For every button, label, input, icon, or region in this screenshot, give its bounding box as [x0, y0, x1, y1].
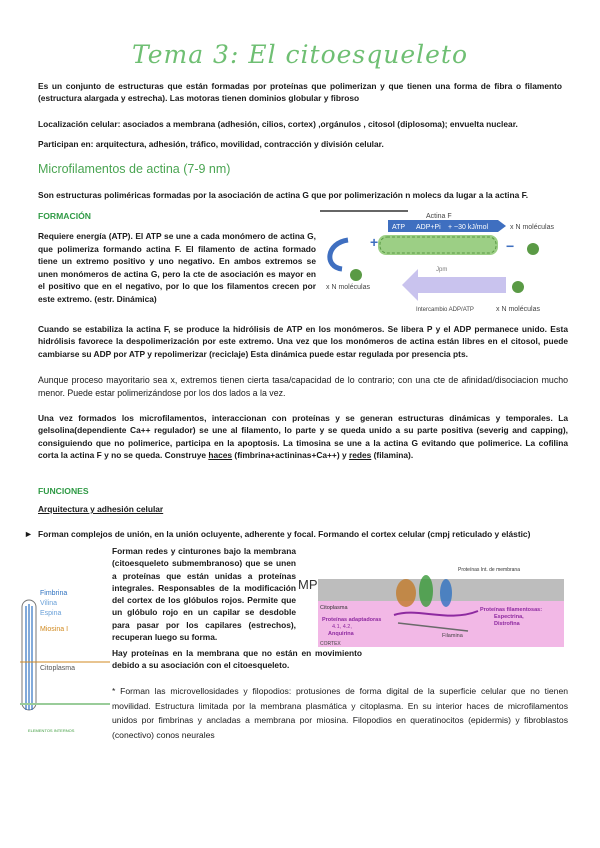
mp-label: MP — [298, 577, 318, 592]
vilina-label: Vilina — [40, 600, 57, 607]
actin-diagram-svg — [318, 207, 563, 317]
integral-protein-3 — [440, 579, 452, 607]
actin-polymerization-diagram — [318, 207, 563, 317]
interact-text-mid: (fimbrina+actininas+Ca++) y — [232, 450, 349, 461]
redes-term: redes — [348, 450, 372, 461]
miosina-label: Miosina I — [40, 626, 69, 633]
fimbrina-label: Fimbrina — [40, 590, 68, 597]
integral-protein-1 — [396, 579, 416, 607]
monomer-left — [350, 269, 362, 281]
recycle-arrow-head — [402, 269, 418, 301]
hay-paragraph: Hay proteínas en la membrana que no están en movimiento debido a su asociación con el citoesqueleto. — [112, 648, 362, 671]
cortex-svg — [298, 563, 564, 648]
subheading-formacion: FORMACIÓN — [38, 211, 91, 221]
recycle-arrow-body — [418, 277, 506, 293]
bullet-arrow-icon: ► — [24, 529, 33, 539]
intercambio-label: Intercambio ADP/ATP — [416, 307, 474, 313]
energy-arrow-head — [498, 220, 506, 232]
formacion-paragraph: Requiere energía (ATP). El ATP se une a cada monómero de actina G, que polimeriza formando actina F. El filamento de actina formado tiene un extremo positivo y uno negativo. En ambos extremos se unen monómeros de actina G, pero la cte de asociación es mayor en el positivo que en el negativo, por lo que los filamentos crecen por este extremo. (estr. Dinámica) — [38, 231, 316, 304]
adp-label: ADP+Pi — [416, 224, 441, 231]
jpm-label: Jpm — [436, 267, 448, 273]
intro-paragraph-1: Es un conjunto de estructuras que están formadas por proteínas que polimerizan y que tienen una forma de fibra o filamento (estructura alargada y estrecha). Las motoras tienen dominios globular y fibroso — [38, 81, 562, 104]
actin-filament — [378, 235, 498, 255]
subheading-arquitectura: Arquitectura y adhesión celular — [38, 504, 164, 514]
cortex-label: CORTEX — [320, 641, 341, 647]
microfilamentos-lead: Son estructuras poliméricas formadas por la asociación de actina G que por polimerización n molecs da lugar a la actina F. — [38, 190, 529, 200]
section-heading-microfilamentos: Microfilamentos de actina (7-9 nm) — [38, 162, 231, 176]
x-n-left-label: x N moléculas — [326, 284, 370, 291]
complejos-bullet: Forman complejos de unión, en la unión ocluyente, adherente y focal. Formando el cortex celular (cmpj reticulado y elástic) — [38, 529, 531, 539]
distrofina-label: Distrofina — [494, 621, 520, 627]
monomer-bottom — [512, 281, 524, 293]
filamina-label: Filamina — [442, 633, 463, 639]
plus-end-label: + — [370, 234, 379, 250]
minus-end-label: − — [506, 238, 515, 254]
page-title: Tema 3: El citoesqueleto — [131, 40, 469, 69]
left-curved-arrow — [330, 240, 348, 269]
adaptadoras-sub-label: 4.1, 4.2, — [332, 624, 352, 630]
x-n-right-label: x N moléculas — [510, 224, 554, 231]
subheading-funciones: FUNCIONES — [38, 486, 89, 496]
x-n-bottom-label: x N moléculas — [496, 306, 540, 313]
microvellosidades-paragraph: * Forman las microvellosidades y filopodios: protusiones de forma digital de la superficie celular que no tienen movilidad. Estructura limitada por la membrana plasmática y citoplasma. En su interior haces de microfilamentos unidos por fimbrinas y ancladas a membrana por miosina. Filopodios en queratinocitos (epidermis) y fibroblastos (conectivo) conos neurales — [112, 686, 568, 740]
intro-paragraph-2: Localización celular: asociados a membrana (adhesión, cilios, cortex) ,orgánulos , citosol (diplosoma); envuelta nuclear. — [38, 119, 518, 129]
prot-int-label: Proteínas Int. de membrana — [458, 567, 520, 573]
energy-label: + ~30 kJ/mol — [448, 224, 489, 231]
integral-protein-2 — [419, 575, 433, 607]
adaptadoras-label: Proteínas adaptadoras — [322, 617, 382, 623]
espectrina-label: Espectrina, — [494, 614, 524, 620]
citoplasma-cortex-label: Citoplasma — [320, 605, 348, 611]
aunque-paragraph: Aunque proceso mayoritario sea x, extremos tienen cierta tasa/capacidad de lo contrario; con una cte de afinidad/disociacion mucho menor. Puede estar polimerizándose por los dos lados a la vez. — [38, 375, 568, 398]
haces-term: haces — [208, 450, 233, 461]
cortex-diagram — [298, 563, 564, 648]
filamentosas-label: Proteínas filamentosas: — [480, 607, 543, 613]
actina-f-label: Actina F — [426, 213, 452, 220]
intro-paragraph-3: Participan en: arquitectura, adhesión, tráfico, movilidad, contracción y división celular. — [38, 139, 384, 149]
espina-label: Espina — [40, 610, 62, 617]
interact-text-end: (filamina). — [371, 450, 414, 461]
anquirina-label: Anquirina — [328, 631, 354, 637]
citoplasma-label: Citoplasma — [40, 665, 76, 672]
interact-paragraph — [38, 412, 568, 462]
microvilli-diagram — [20, 584, 110, 736]
redes-paragraph: Forman redes y cinturones bajo la membrana (citoesqueleto submembranoso) que se unen a proteínas que están unidas a proteínas integrales. Responsables de la modificación del cortex de los glóbulos rojos. Permite que un glóbulo rojo en un capilar se desdoble para pasar por los capilares (estrechos), recuperan luego su forma. — [112, 546, 296, 643]
interact-text-a: Una vez formados los microfilamentos, interaccionan con proteínas y se generan estructuras dinámicas y temporales. La gelsolina(dependiente Ca++ regulador) se une al filamento, lo parte y se queda unido a su parte positiva (severig and capping), consiguiendo que no polimerice, participa en la apoptosis. La timosina se une a la actina G evitando que polimerice. La cofilina corta la actina F y no se queda. Construye — [38, 413, 568, 461]
atp-label: ATP — [392, 224, 406, 231]
stabilize-paragraph: Cuando se estabiliza la actina F, se produce la hidrólisis de ATP en los monómeros. Se libera P y el ADP permanece unido. Esta hidrólisis favorece la despolimerización por este extremo. Una vez que los monómeros de actina están libres en el citosol, puede cambiarse su ADP por ATP y repolimerizar (reciclaje) Esta dinámica puede estar regulada por presencia pts. — [38, 324, 568, 359]
monomer-right — [527, 243, 539, 255]
microvilli-caption: ELEMENTOS INTERNOS — [28, 728, 75, 733]
microvilli-svg — [20, 584, 110, 736]
